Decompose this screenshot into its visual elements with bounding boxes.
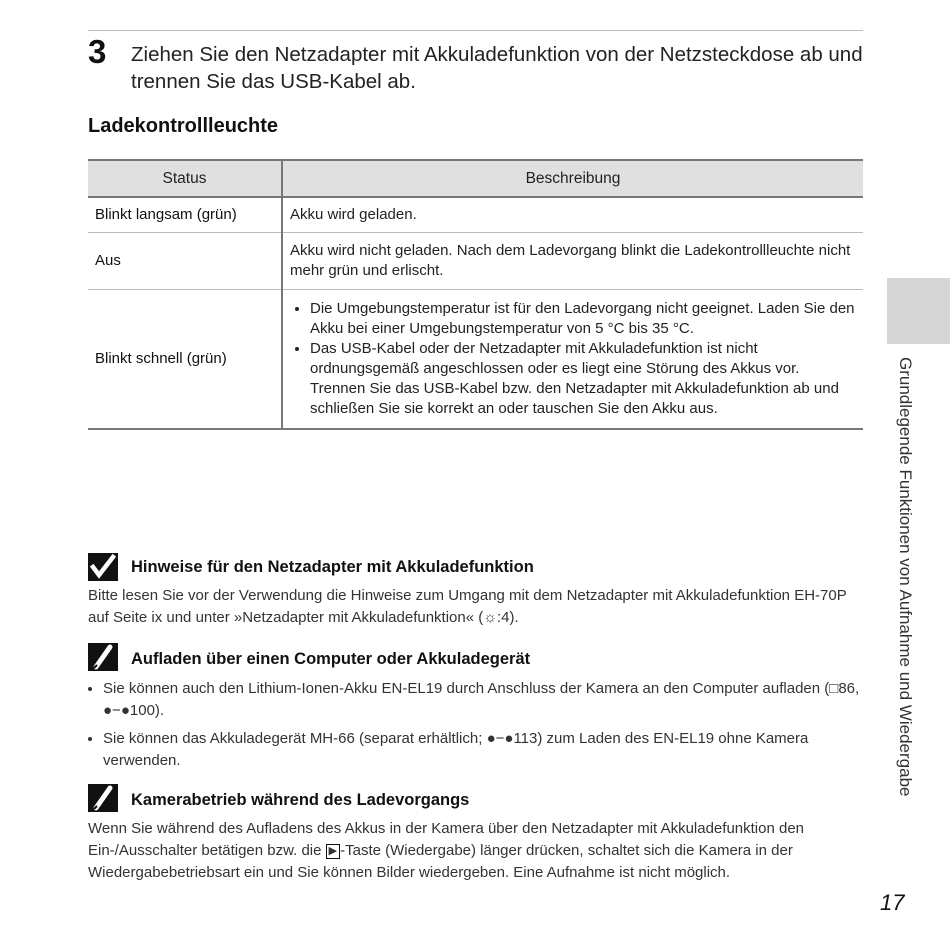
description-cell (282, 290, 863, 430)
status-cell: Blinkt langsam (grün) (88, 197, 282, 233)
top-rule (88, 30, 863, 31)
page-number: 17 (880, 890, 905, 915)
status-table (88, 159, 863, 430)
reference-icon: ●−● (486, 730, 514, 747)
table-row (88, 233, 863, 290)
description-bullets (290, 299, 856, 419)
bullet-item: • Das USB-Kabel oder der Netzadapter mit Akkuladefunktion ist nicht ordnungsgemäß angeschlossen oder es liegt eine Störung des Akkus vor. Trennen Sie das USB-Kabel bzw. den Netzadapter mit Akkuladefunktion ab und schließen Sie sie korrekt an oder tauschen Sie den Akku aus. (310, 339, 856, 419)
description-cell: Akku wird nicht geladen. Nach dem Ladevorgang blinkt die Ladekontrollleuchte nicht mehr grün und erlischt. (282, 233, 863, 290)
pencil-icon (88, 643, 118, 671)
bullet-item: • Die Umgebungstemperatur ist für den Ladevorgang nicht geeignet. Laden Sie den Akku bei einer Umgebungstemperatur von 5 °C bis 35 °C. (310, 299, 856, 339)
header-description: Beschreibung (282, 160, 863, 197)
playback-button-icon: ▶ (326, 844, 340, 859)
table-row (88, 290, 863, 430)
list-item: • Sie können auch den Lithium-Ionen-Akku EN-EL19 durch Anschluss der Kamera an den Computer aufladen (□86, ●−●100). (103, 678, 878, 722)
description-cell: Akku wird geladen. (282, 197, 863, 233)
check-mark-icon (88, 553, 118, 581)
chapter-label: Grundlegende Funktionen von Aufnahme und Wiedergabe (896, 357, 915, 797)
header-status: Status (88, 160, 282, 197)
list-item: • Sie können das Akkuladegerät MH-66 (separat erhältlich; ●−●113) zum Laden des EN-EL19 ohne Kamera verwenden. (103, 728, 878, 772)
note3-title: Kamerabetrieb während des Ladevorgangs (131, 791, 470, 809)
note1-title: Hinweise für den Netzadapter mit Akkuladefunktion (131, 558, 534, 576)
table-row (88, 197, 863, 233)
status-cell: Aus (88, 233, 282, 290)
step-number: 3 (88, 33, 107, 70)
table-header-row (88, 160, 863, 197)
chapter-tab (887, 278, 950, 344)
note1-text: Bitte lesen Sie vor der Verwendung die Hinweise zum Umgang mit dem Netzadapter mit Akkuladefunktion EH-70P auf Seite ix und unter »Netzadapter mit Akkuladefunktion« (☼:4). (88, 587, 847, 626)
pencil-icon (88, 784, 118, 812)
note2-list (88, 678, 878, 778)
status-cell: Blinkt schnell (grün) (88, 290, 282, 430)
section-title: Ladekontrollleuchte (88, 115, 279, 137)
note2-title: Aufladen über einen Computer oder Akkuladegerät (131, 650, 531, 668)
step-text: Ziehen Sie den Netzadapter mit Akkuladefunktion von der Netzsteckdose ab und trennen Sie das USB-Kabel ab. (131, 43, 863, 93)
book-icon: □ (829, 680, 839, 697)
note3-text: Wenn Sie während des Aufladens des Akkus in der Kamera über den Netzadapter mit Akkuladefunktion den Ein-/Ausschalter betätigen bzw. die ▶ -Taste (Wiedergabe) länger drücken, schaltet sich die Kamera in der Wiedergabebetriebsart ein und Sie können Bilder wiedergeben. Eine Aufnahme ist nicht möglich. (88, 820, 805, 881)
tip-icon: ☼: (483, 609, 502, 626)
reference-icon: ●−● (103, 702, 130, 719)
